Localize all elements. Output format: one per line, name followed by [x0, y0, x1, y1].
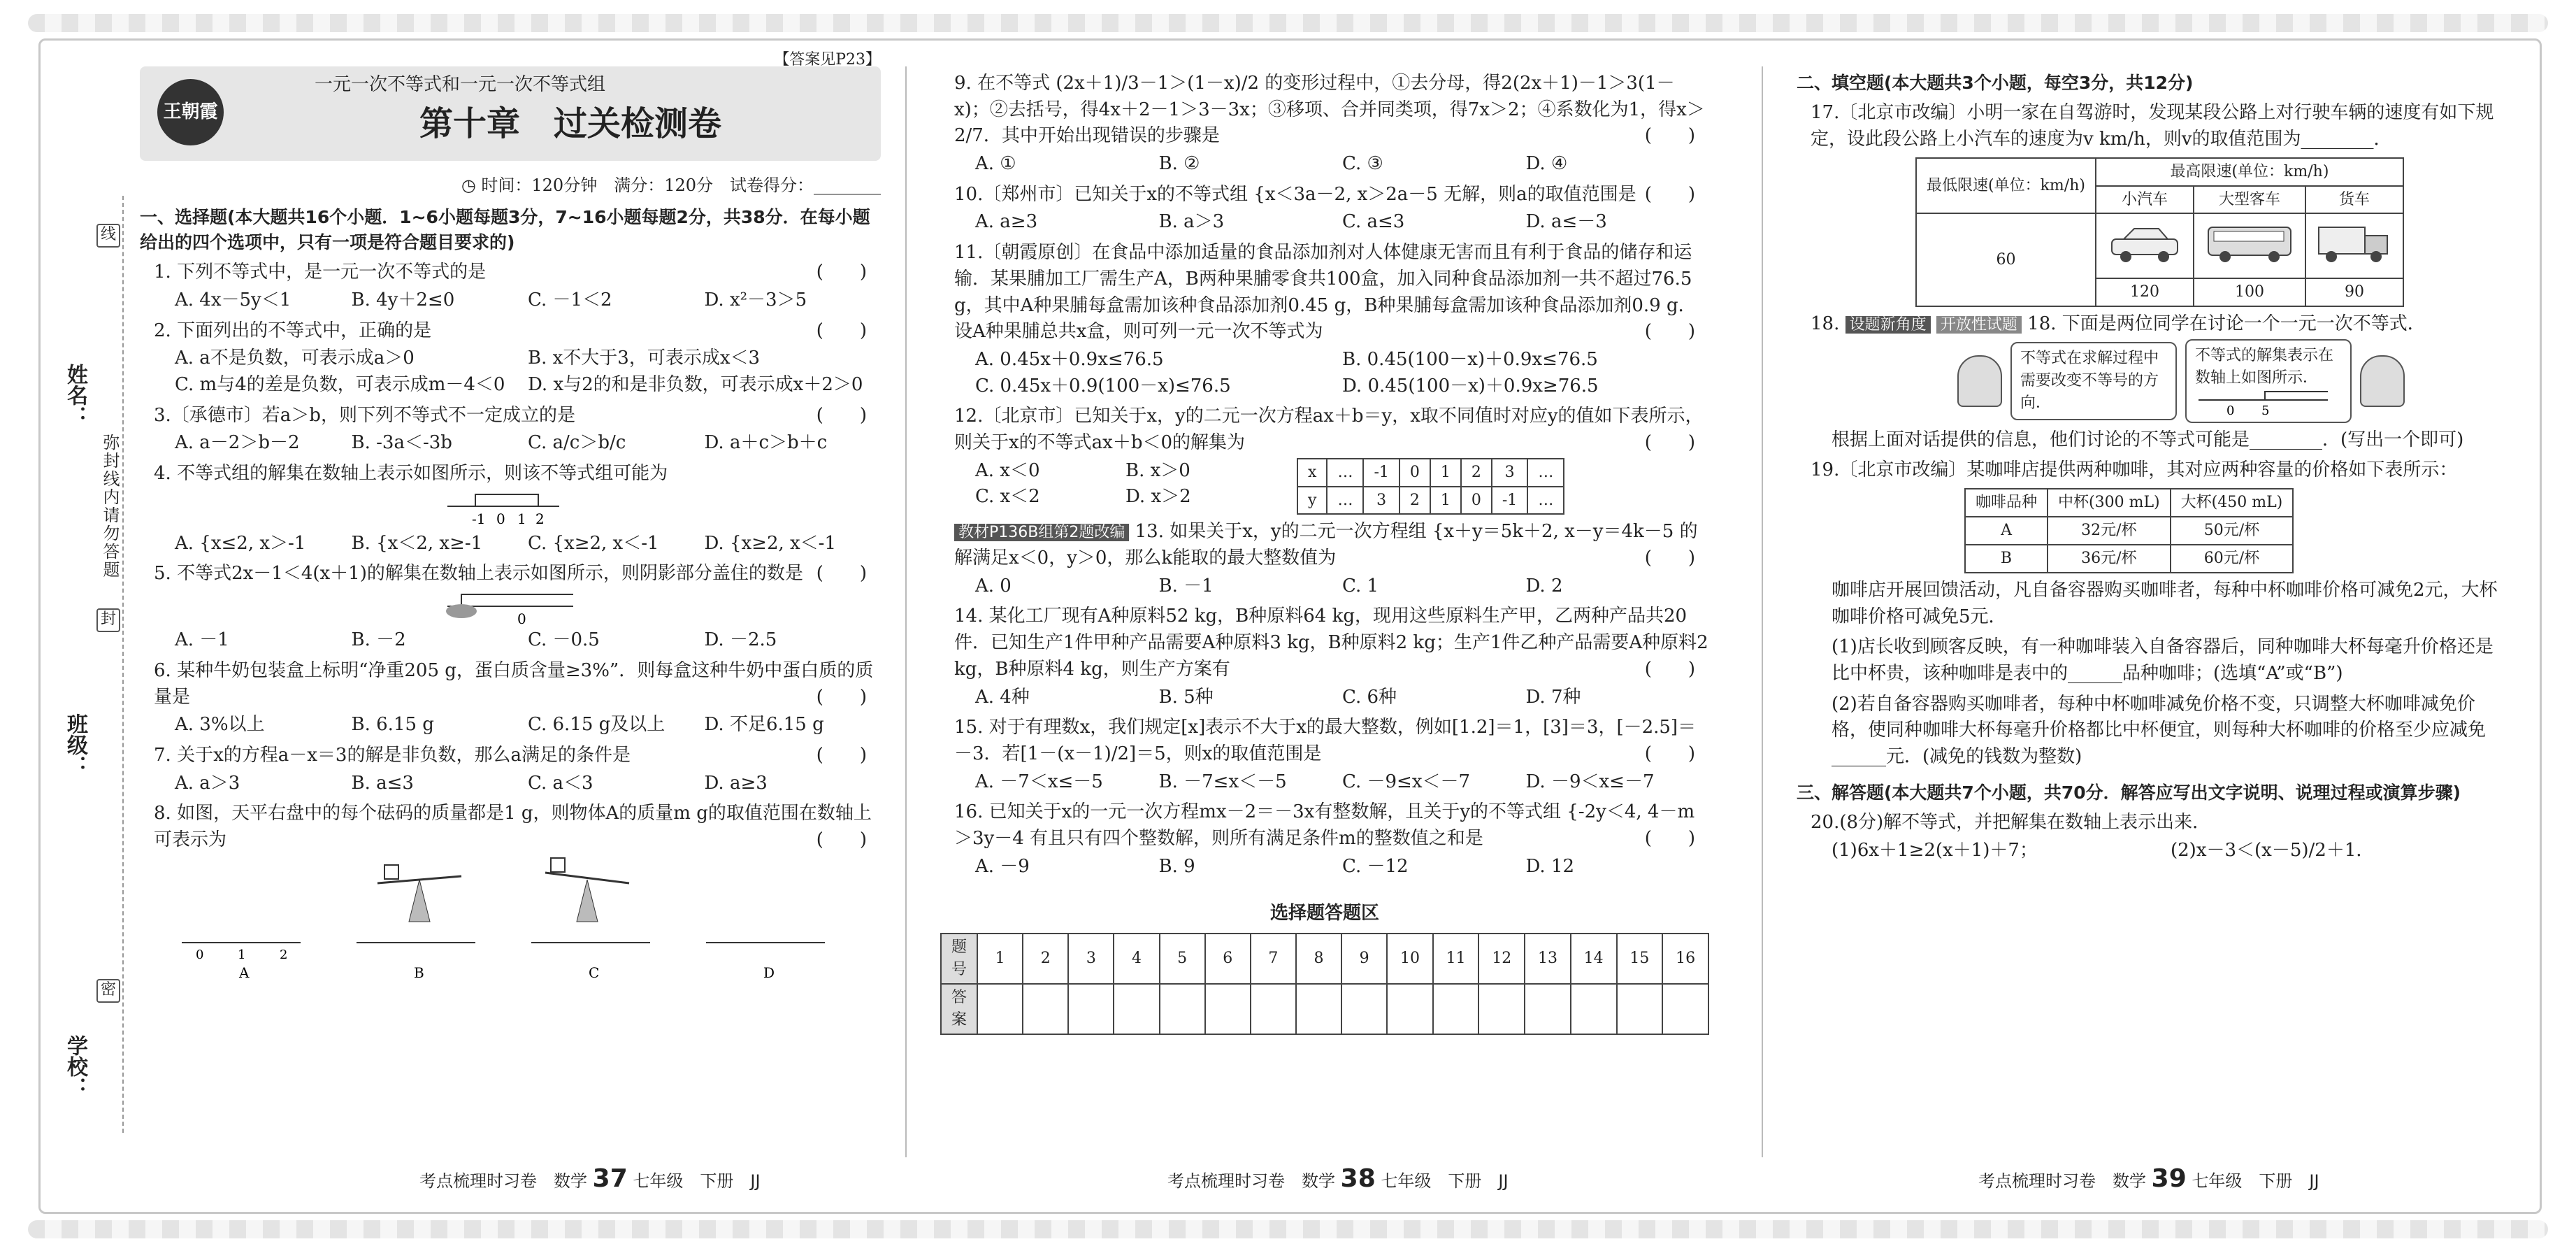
option: A. x＜0: [975, 459, 1040, 481]
answer-paren: ( ): [1644, 827, 1695, 849]
option: C. a＜3: [528, 772, 593, 794]
q19-text: 咖啡店开展回馈活动，凡自备容器购买咖啡者，每种中杯咖啡价格可减免2元，大杯咖啡价格可减免5元．: [1832, 579, 2498, 627]
option: A. －7＜x≤－5: [975, 771, 1103, 792]
answer-number-cell: 14: [1571, 934, 1617, 984]
page-number: 38: [1340, 1164, 1376, 1193]
dialogue-figure: [1957, 339, 2510, 423]
option: B. 6.15 g: [351, 714, 434, 736]
table-cell: 1: [1430, 487, 1461, 515]
table-row: [1916, 213, 2403, 278]
option: B. 9: [1158, 855, 1195, 877]
option: C. ③: [1342, 153, 1383, 175]
school-label: 学校：: [63, 1035, 87, 1098]
answer-fill-cell[interactable]: [1571, 984, 1617, 1034]
option: A. ①: [975, 153, 1016, 175]
answer-number-cell: 9: [1341, 934, 1387, 984]
question-stem: 9. 在不等式 (2x＋1)/3－1＞(1－x)/2 的变形过程中，①去分母，得2(2x＋1)－1＞3(1－x)；②去括号，得4x＋2－1＞3－3x；③移项、合并同类项，得7x＞2；④系数化为1，得x＞2/7．其中开始出现错误的步骤是: [954, 73, 1705, 147]
options: [975, 854, 1709, 880]
option: C. x＜2: [975, 486, 1040, 508]
question-3: [154, 403, 881, 429]
page-37: [140, 51, 881, 1171]
question-16: [954, 799, 1709, 852]
table-row: [1297, 459, 1564, 487]
table-cell: 100: [2194, 278, 2305, 306]
answer-paren: ( ): [816, 829, 867, 850]
question-stem: 11.〔朝霞原创〕在食品中添加适量的食品添加剂对人体健康无害而且有利于食品的储存和运输．某果脯加工厂需生产A，B两种果脯零食共100盒，加入同种食品添加剂一共不超过76.5 g，其中A种果脯每盒需加该种食品添加剂0.45 g，B种果脯每盒需加该种食品添加剂0.9 g．设A种果脯总共x盒，则可列一元一次不等式为: [954, 242, 1697, 343]
question-stem: 2. 下面列出的不等式中，正确的是: [154, 320, 432, 341]
option: D. x²－3＞5: [704, 289, 807, 310]
answer-fill-cell[interactable]: [1205, 984, 1251, 1034]
options: [975, 347, 1709, 373]
answer-number-cell: 11: [1433, 934, 1479, 984]
table-row: [1297, 487, 1564, 515]
option: A. －1: [175, 629, 229, 651]
answer-number-cell: 8: [1296, 934, 1341, 984]
answer-fill-cell[interactable]: [1478, 984, 1525, 1034]
option-label: C: [589, 964, 600, 981]
option: A. 3%以上: [175, 714, 265, 736]
balance-scales-icon: [364, 855, 713, 925]
question-17: 17.〔北京市改编〕小明一家在自驾游时，发现某段公路上对行驶车辆的速度有如下规定，设此段公路上小汽车的速度为v km/h，则v的取值范围为________．: [1811, 102, 2494, 150]
chapter-subtitle: 一元一次不等式和一元一次不等式组: [315, 74, 606, 95]
balance-scale-icon: [377, 865, 461, 922]
question-stem: 16. 已知关于x的一元一次方程mx－2＝－3x有整数解，且关于y的不等式组 {-2y＜4, 4－m＞3y－4 有且只有四个整数解，则所有满足条件m的整数值之和是: [954, 801, 1695, 849]
table-cell: 0: [1461, 487, 1492, 515]
question-14: [954, 603, 1709, 682]
answer-fill-cell[interactable]: [977, 984, 1023, 1034]
answer-number-cell: 13: [1525, 934, 1571, 984]
tick-label: 1: [238, 947, 246, 962]
table-cell: 0: [1399, 459, 1430, 487]
options: [975, 685, 1709, 711]
option: A. {x≤2, x＞-1: [175, 532, 306, 554]
option: B. 5种: [1158, 686, 1214, 708]
table-cell: 60: [1916, 213, 2096, 306]
answer-number-row: [941, 934, 1708, 984]
options: [975, 458, 1276, 485]
answer-fill-cell[interactable]: [1525, 984, 1571, 1034]
question-11: [954, 240, 1709, 345]
tick-label: 2: [535, 510, 545, 527]
answer-reference: 【答案见P23】: [774, 51, 881, 69]
bus-icon: [2194, 213, 2305, 278]
answer-number-cell: 4: [1114, 934, 1159, 984]
option: C. a≤3: [1342, 211, 1405, 233]
option: C. 0.45x＋0.9(100－x)≤76.5: [975, 375, 1231, 396]
solution-bracket: [475, 494, 538, 506]
number-line-figure: [433, 589, 713, 627]
option: C. m与4的差是负数，可表示成m－4＜0: [175, 374, 505, 396]
question-13: [954, 519, 1709, 571]
options: [175, 287, 881, 314]
tick-label: 2: [280, 947, 288, 962]
answer-paren: ( ): [1644, 658, 1695, 680]
question-stem: 15. 对于有理数x，我们规定[x]表示不大于x的最大整数，例如[1.2]＝1，[3]＝3，[－2.5]＝－3．若[1－(x－1)/2]＝5，则x的取值范围是: [954, 717, 1697, 764]
option-label: B: [414, 964, 424, 981]
question-18: [1811, 311, 2510, 338]
option: A. 0.45x＋0.9x≤76.5: [975, 348, 1164, 370]
tick-label: 0: [196, 947, 204, 962]
option: B. {x＜2, x≥-1: [351, 532, 483, 554]
answer-number-cell: 6: [1205, 934, 1251, 984]
answer-area-title: 选择题答题区: [1269, 903, 1379, 924]
question-stem: 1. 下列不等式中，是一元一次不等式的是: [154, 262, 487, 283]
row-header: 答案: [941, 984, 977, 1034]
option: C. －9≤x＜－7: [1342, 771, 1471, 792]
q12-options: [940, 458, 1276, 510]
footer-left: 考点梳理时习卷 数学: [419, 1171, 587, 1191]
speed-limit-table: [1915, 157, 2404, 308]
options: [975, 484, 1276, 510]
q19-part2: (2)若自备容器购买咖啡者，每种中杯咖啡减免价格不变，只调整大杯咖啡减免价格，使同种咖啡大杯每毫升价格都比中杯便宜，则每种大杯咖啡的价格至少应减免______元．(减免的钱数为整数): [1832, 693, 2487, 767]
covered-shadow: [446, 604, 477, 618]
options: [175, 345, 881, 372]
bottom-border-decoration: [28, 1220, 2548, 1238]
chapter-title: 第十章 过关检测卷: [419, 104, 722, 143]
number-line-option-b: [357, 943, 475, 981]
page-38: [940, 66, 1709, 1171]
option: B. －7≤x＜－5: [1158, 771, 1287, 792]
table-cell: 120: [2096, 278, 2194, 306]
answer-fill-cell[interactable]: [1341, 984, 1387, 1034]
table-header: 咖啡品种: [1965, 489, 2048, 517]
options: [975, 573, 1709, 600]
answer-fill-cell[interactable]: [1433, 984, 1479, 1034]
number-line-option-d: [706, 943, 825, 981]
table-cell: 1: [1430, 459, 1461, 487]
tick-label: 0: [496, 510, 505, 527]
option-label: D: [763, 964, 775, 981]
q18-number: 18.: [1811, 313, 1845, 335]
option: B. x＞0: [1125, 459, 1190, 481]
table-row: [1965, 517, 2293, 545]
question-2: [154, 318, 881, 345]
tick-label: 5: [2261, 403, 2270, 417]
answer-fill-cell[interactable]: [1068, 984, 1114, 1034]
option: A. 4x－5y＜1: [175, 289, 292, 310]
footer-right: 七年级 下册 JJ: [1381, 1171, 1509, 1191]
option: C. －0.5: [528, 629, 600, 651]
footer-right: 七年级 下册 JJ: [633, 1171, 761, 1191]
section-title: 一、选择题(本大题共16个小题．1~6小题每题3分，7~16小题每题2分，共38分．在每小题给出的四个选项中，只有一项是符合题目要求的): [140, 206, 870, 253]
option: A. a＞3: [175, 772, 240, 794]
answer-fill-cell[interactable]: [1023, 984, 1068, 1034]
section-title: 三、解答题(本大题共7个小题，共70分．解答应写出文字说明、说理过程或演算步骤): [1797, 782, 2461, 803]
option: B. -3a＜-3b: [351, 432, 452, 454]
question-stem: 14. 某化工厂现有A种原料52 kg，B种原料64 kg，现用这些原料生产甲，乙两种产品共20件．已知生产1件甲种产品需要A种原料3 kg，B种原料2 kg；生产1件乙种产品需要A种原料2 kg，B种原料4 kg，则生产方案有: [954, 606, 1708, 680]
answer-number-cell: 12: [1478, 934, 1525, 984]
table-cell: …: [1527, 459, 1564, 487]
question-stem: 4. 不等式组的解集在数轴上表示如图所示，则该不等式组可能为: [154, 463, 668, 485]
table-cell: -1: [1363, 459, 1399, 487]
page-divider: [905, 66, 907, 1157]
answer-fill-cell[interactable]: [1160, 984, 1205, 1034]
option: B. a＞3: [1158, 211, 1225, 233]
question-7: [154, 743, 881, 769]
name-label: 姓名：: [63, 364, 87, 427]
coffee-price-table: [1964, 488, 2294, 573]
car-icon: [2096, 213, 2194, 278]
table-cell: x: [1297, 459, 1327, 487]
table-cell: …: [1327, 459, 1363, 487]
answer-number-cell: 5: [1160, 934, 1205, 984]
options: [975, 373, 1709, 400]
q20-parts: [1832, 838, 2510, 864]
option: B. ②: [1158, 153, 1200, 175]
table-row: [1965, 489, 2293, 517]
options: [175, 712, 881, 738]
option: C. a/c＞b/c: [528, 432, 626, 454]
table-cell: 2: [1461, 459, 1492, 487]
answer-fill-cell[interactable]: [1662, 984, 1708, 1034]
page-number: 39: [2151, 1164, 2187, 1193]
option: A. a－2＞b－2: [175, 432, 300, 454]
top-border-decoration: [28, 14, 2548, 32]
answer-paren: ( ): [1644, 321, 1695, 343]
option: A. －9: [975, 855, 1030, 877]
answer-paren: ( ): [816, 744, 867, 766]
option: D. 12: [1525, 855, 1575, 877]
answer-fill-cell[interactable]: [1387, 984, 1433, 1034]
option: D. {x≥2, x＜-1: [704, 532, 837, 554]
question-15: [954, 715, 1709, 767]
exam-meta: ◷ 时间：120分钟 满分：120分 试卷得分：________: [461, 176, 881, 195]
option: D. ④: [1525, 153, 1568, 175]
option: C. －1＜2: [528, 289, 612, 310]
speech-bubble-left: 不等式在求解过程中需要改变不等号的方向．: [2010, 342, 2177, 420]
answer-paren: ( ): [1644, 548, 1695, 569]
option: C. 1: [1342, 575, 1379, 596]
question-6: [154, 658, 881, 710]
table-cell: 2: [1399, 487, 1430, 515]
option: D. x＞2: [1125, 486, 1191, 508]
answer-paren: ( ): [816, 686, 867, 708]
solution-bracket: [461, 594, 573, 606]
question-stem: 13. 如果关于x，y的二元一次方程组 {x＋y＝5k＋2, x－y＝4k－5 的解满足x＜0，y＞0，那么k能取的最大整数值为: [954, 521, 1698, 569]
question-stem: 8. 如图，天平右盘中的每个砝码的质量都是1 g，则物体A的质量m g的取值范围在数轴上可表示为: [154, 803, 872, 850]
table-cell: -1: [1492, 487, 1527, 515]
answer-number-cell: 1: [977, 934, 1023, 984]
table-header: 大型客车: [2194, 186, 2305, 214]
student-right-icon: [2360, 355, 2405, 407]
table-row: [1916, 158, 2403, 186]
option: A. 0: [975, 575, 1012, 596]
question-4: [154, 461, 881, 487]
option: D. a≥3: [704, 772, 768, 794]
answer-paren: ( ): [816, 563, 867, 585]
option: B. －2: [351, 629, 406, 651]
table-cell: 3: [1492, 459, 1527, 487]
answer-paren: ( ): [816, 404, 867, 426]
table-header: 最低限速(单位：km/h): [1916, 158, 2096, 214]
options: [175, 430, 881, 457]
answer-paren: ( ): [816, 320, 867, 341]
seal-seal: 封: [96, 608, 120, 632]
question-stem: 18. 下面是两位同学在讨论一个一元一次不等式．: [2027, 313, 2426, 335]
option: C. 6.15 g及以上: [528, 714, 665, 736]
q20-part-1: (1)6x＋1≥2(x＋1)＋7；: [1832, 839, 2038, 861]
answer-fill-cell[interactable]: [1114, 984, 1159, 1034]
question-10: [954, 182, 1709, 208]
question-5: [154, 561, 881, 587]
option: A. a不是负数，可表示成a＞0: [175, 348, 415, 369]
page-footer: [419, 1164, 761, 1193]
table-cell: 60元/杯: [2171, 545, 2294, 573]
truck-icon: [2305, 213, 2403, 278]
question-12: [954, 403, 1709, 456]
balance-figures: [364, 855, 881, 925]
table-cell: …: [1327, 487, 1363, 515]
q12-value-table: [1297, 458, 1564, 515]
option: D. 2: [1525, 575, 1563, 596]
answer-number-cell: 10: [1387, 934, 1433, 984]
answer-fill-cell[interactable]: [1296, 984, 1341, 1034]
option: C. 6种: [1342, 686, 1397, 708]
option: A. 4种: [975, 686, 1030, 708]
number-line-option-c: [531, 943, 650, 981]
row-header: 题号: [941, 934, 977, 984]
page-39: [1797, 66, 2510, 1171]
option-label: A: [239, 964, 250, 981]
answer-number-cell: 7: [1251, 934, 1296, 984]
answer-fill-cell[interactable]: [1617, 984, 1663, 1034]
binding-note: 弥封线内请勿答题: [100, 434, 120, 579]
question-8: [154, 801, 881, 853]
table-cell: B: [1965, 545, 2048, 573]
option: D. －9＜x≤－7: [1525, 771, 1655, 792]
question-20: 20.(8分)解不等式，并把解集在数轴上表示出来．: [1811, 811, 2211, 833]
speech-bubble-right: [2185, 339, 2352, 423]
table-cell: 90: [2305, 278, 2403, 306]
chapter-banner: [140, 51, 881, 161]
answer-paren: ( ): [1644, 125, 1695, 147]
answer-paren: ( ): [1644, 183, 1695, 205]
number-line-option-a: [182, 943, 301, 981]
tick-label: -1: [472, 510, 486, 527]
option: D. 7种: [1525, 686, 1581, 708]
answer-fill-cell[interactable]: [1251, 984, 1296, 1034]
table-header: 大杯(450 mL): [2171, 489, 2294, 517]
table-cell: 32元/杯: [2048, 517, 2171, 545]
page-footer: [1978, 1164, 2319, 1193]
tick-label: 0: [517, 610, 526, 628]
question-stem: 10.〔郑州市〕已知关于x的不等式组 {x＜3a－2, x＞2a－5 无解，则a的取值范围是: [954, 183, 1636, 205]
answer-paren: ( ): [816, 262, 867, 283]
tag-new-angle: 设题新角度: [1845, 316, 1931, 334]
option: B. －1: [1158, 575, 1214, 596]
option: C. {x≥2, x＜-1: [528, 532, 659, 554]
option: D. 0.45(100－x)＋0.9x≥76.5: [1342, 375, 1599, 396]
footer-left: 考点梳理时习卷 数学: [1978, 1171, 2146, 1191]
option: A. a≥3: [975, 211, 1038, 233]
table-cell: 3: [1363, 487, 1399, 515]
table-cell: 36元/杯: [2048, 545, 2171, 573]
q19-part1: (1)店长收到顾客反映，有一种咖啡装入自备容器后，同种咖啡大杯每毫升价格还是比中杯贵，该种咖啡是表中的______品种咖啡；(选填“A”或“B”): [1832, 636, 2494, 684]
table-cell: 50元/杯: [2171, 517, 2294, 545]
question-1: [154, 259, 881, 286]
option: B. 4y＋2≤0: [351, 289, 455, 310]
q20-part-2: (2)x－3＜(x－5)/2＋1．: [2171, 839, 2375, 861]
section-title: 二、填空题(本大题共3个小题，每空3分，共12分): [1797, 73, 2194, 93]
table-header: 货车: [2305, 186, 2403, 214]
option: C. －12: [1342, 855, 1409, 877]
bubble-text: 不等式的解集表示在数轴上如图所示．: [2195, 346, 2334, 387]
table-cell: A: [1965, 517, 2048, 545]
option: D. －2.5: [704, 629, 777, 651]
table-cell: …: [1527, 487, 1564, 515]
seal-line: 线: [96, 224, 120, 248]
bubble-number-line: [2195, 389, 2335, 417]
seal-secret: 密: [96, 979, 120, 1003]
table-cell: y: [1297, 487, 1327, 515]
options: [175, 372, 881, 399]
question-stem: 12.〔北京市〕已知关于x，y的二元一次方程ax＋b＝y，x取不同值时对应y的值如下表所示，则关于x的不等式ax＋b＜0的解集为: [954, 406, 1704, 453]
question-stem: 7. 关于x的方程a－x＝3的解是非负数，那么a满足的条件是: [154, 744, 631, 766]
option: B. 0.45(100－x)＋0.9x≤76.5: [1342, 348, 1598, 370]
answer-fill-row: [941, 984, 1708, 1034]
footer-right: 七年级 下册 JJ: [2192, 1171, 2319, 1191]
option: D. x与2的和是非负数，可表示成x＋2＞0: [528, 374, 863, 396]
class-label: 班级：: [63, 713, 87, 776]
question-stem: 6. 某种牛奶包装盒上标明“净重205 g，蛋白质含量≥3%”．则每盒这种牛奶中蛋白质的质量是: [154, 659, 874, 708]
question-stem: 3.〔承德市〕若a＞b，则下列不等式不一定成立的是: [154, 404, 575, 426]
options: [175, 771, 881, 797]
q18-prompt: 根据上面对话提供的信息，他们讨论的不等式可能是________．(写出一个即可): [1832, 429, 2464, 450]
answer-paren: ( ): [1644, 743, 1695, 764]
q12-row: [940, 458, 1709, 515]
answer-grid: [940, 933, 1709, 1035]
tick-label: 0: [2226, 403, 2235, 417]
question-19: 19.〔北京市改编〕某咖啡店提供两种咖啡，其对应两种容量的价格如下表所示：: [1811, 459, 2458, 481]
question-stem: 5. 不等式2x－1＜4(x＋1)的解集在数轴上表示如图所示，则阴影部分盖住的数是: [154, 563, 803, 585]
options: [975, 209, 1709, 236]
table-header: 中杯(300 mL): [2048, 489, 2171, 517]
option: B. a≤3: [351, 772, 414, 794]
option: D. 不足6.15 g: [704, 714, 824, 736]
tick-label: 1: [517, 510, 526, 527]
question-9: [954, 71, 1709, 150]
footer-left: 考点梳理时习卷 数学: [1167, 1171, 1335, 1191]
balance-scale-icon: [545, 858, 629, 922]
answer-number-cell: 16: [1662, 934, 1708, 984]
answer-number-cell: 15: [1617, 934, 1663, 984]
table-header: 最高限速(单位：km/h): [2096, 158, 2403, 186]
answer-number-cell: 3: [1068, 934, 1114, 984]
table-row: [1965, 545, 2293, 573]
page-divider: [1762, 66, 1763, 1157]
option: B. x不大于3，可表示成x＜3: [528, 348, 761, 369]
q8-number-lines: [182, 925, 881, 981]
page-footer: [1167, 1164, 1509, 1193]
number-line-figure: [433, 489, 713, 531]
option: D. a≤－3: [1525, 211, 1607, 233]
option: D. a＋c＞b＋c: [704, 432, 828, 454]
student-left-icon: [1957, 355, 2002, 407]
options: [175, 627, 881, 654]
brand-logo: 王朝霞: [157, 79, 224, 145]
options: [175, 531, 881, 557]
table-header: 小汽车: [2096, 186, 2194, 214]
source-tag: 教材P136B组第2题改编: [954, 524, 1129, 541]
answer-paren: ( ): [1644, 431, 1695, 453]
tag-open-question: 开放性试题: [1936, 316, 2022, 334]
options: [975, 151, 1709, 178]
page-number: 37: [592, 1164, 628, 1193]
answer-number-cell: 2: [1023, 934, 1068, 984]
options: [975, 769, 1709, 796]
